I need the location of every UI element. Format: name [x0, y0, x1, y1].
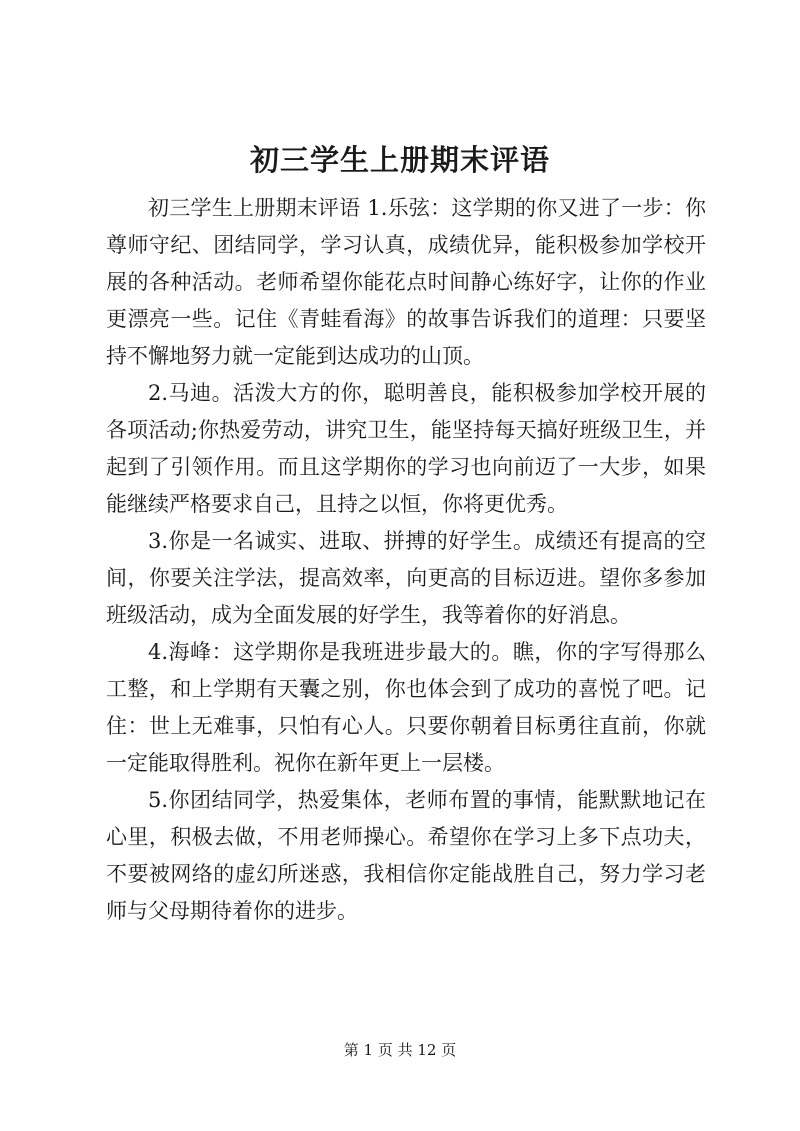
page-footer: [0, 1040, 800, 1060]
page-title: 初三学生上册期末评语: [249, 143, 550, 177]
paragraph-3: 3.你是一名诚实、进取、拼搏的好学生。成绩还有提高的空间，你要关注学法，提高效率，向更高的目标迈进。望你多参加班级活动，成为全面发展的好学生，我等着你的好消息。: [106, 529, 706, 627]
document-body: [106, 190, 706, 930]
paragraph-4: 4.海峰：这学期你是我班进步最大的。瞧，你的字写得那么工整，和上学期有天囊之别，你也体会到了成功的喜悦了吧。记住：世上无难事，只怕有心人。只要你朝着目标勇往直前，你就一定能取得胜利。祝你在新年更上一层楼。: [106, 640, 706, 775]
paragraph-2: 2.马迪。活泼大方的你，聪明善良，能积极参加学校开展的各项活动;你热爱劳动，讲究卫生，能坚持每天搞好班级卫生，并起到了引领作用。而且这学期你的学习也向前迈了一大步，如果能继续严格要求自己，且持之以恒，你将更优秀。: [106, 381, 706, 516]
paragraph-5: 5.你团结同学，热爱集体，老师布置的事情，能默默地记在心里，积极去做，不用老师操心。希望你在学习上多下点功夫，不要被网络的虚幻所迷惑，我相信你定能战胜自己，努力学习老师与父母期待着你的进步。: [106, 788, 706, 923]
page-indicator: 第 1 页 共 12 页: [343, 1041, 457, 1059]
paragraph-1: 初三学生上册期末评语 1.乐弦：这学期的你又进了一步：你尊师守纪、团结同学，学习认真，成绩优异，能积极参加学校开展的各种活动。老师希望你能花点时间静心练好字，让你的作业更漂亮一些。记住《青蛙看海》的故事告诉我们的道理：只要坚持不懈地努力就一定能到达成功的山顶。: [106, 196, 706, 368]
